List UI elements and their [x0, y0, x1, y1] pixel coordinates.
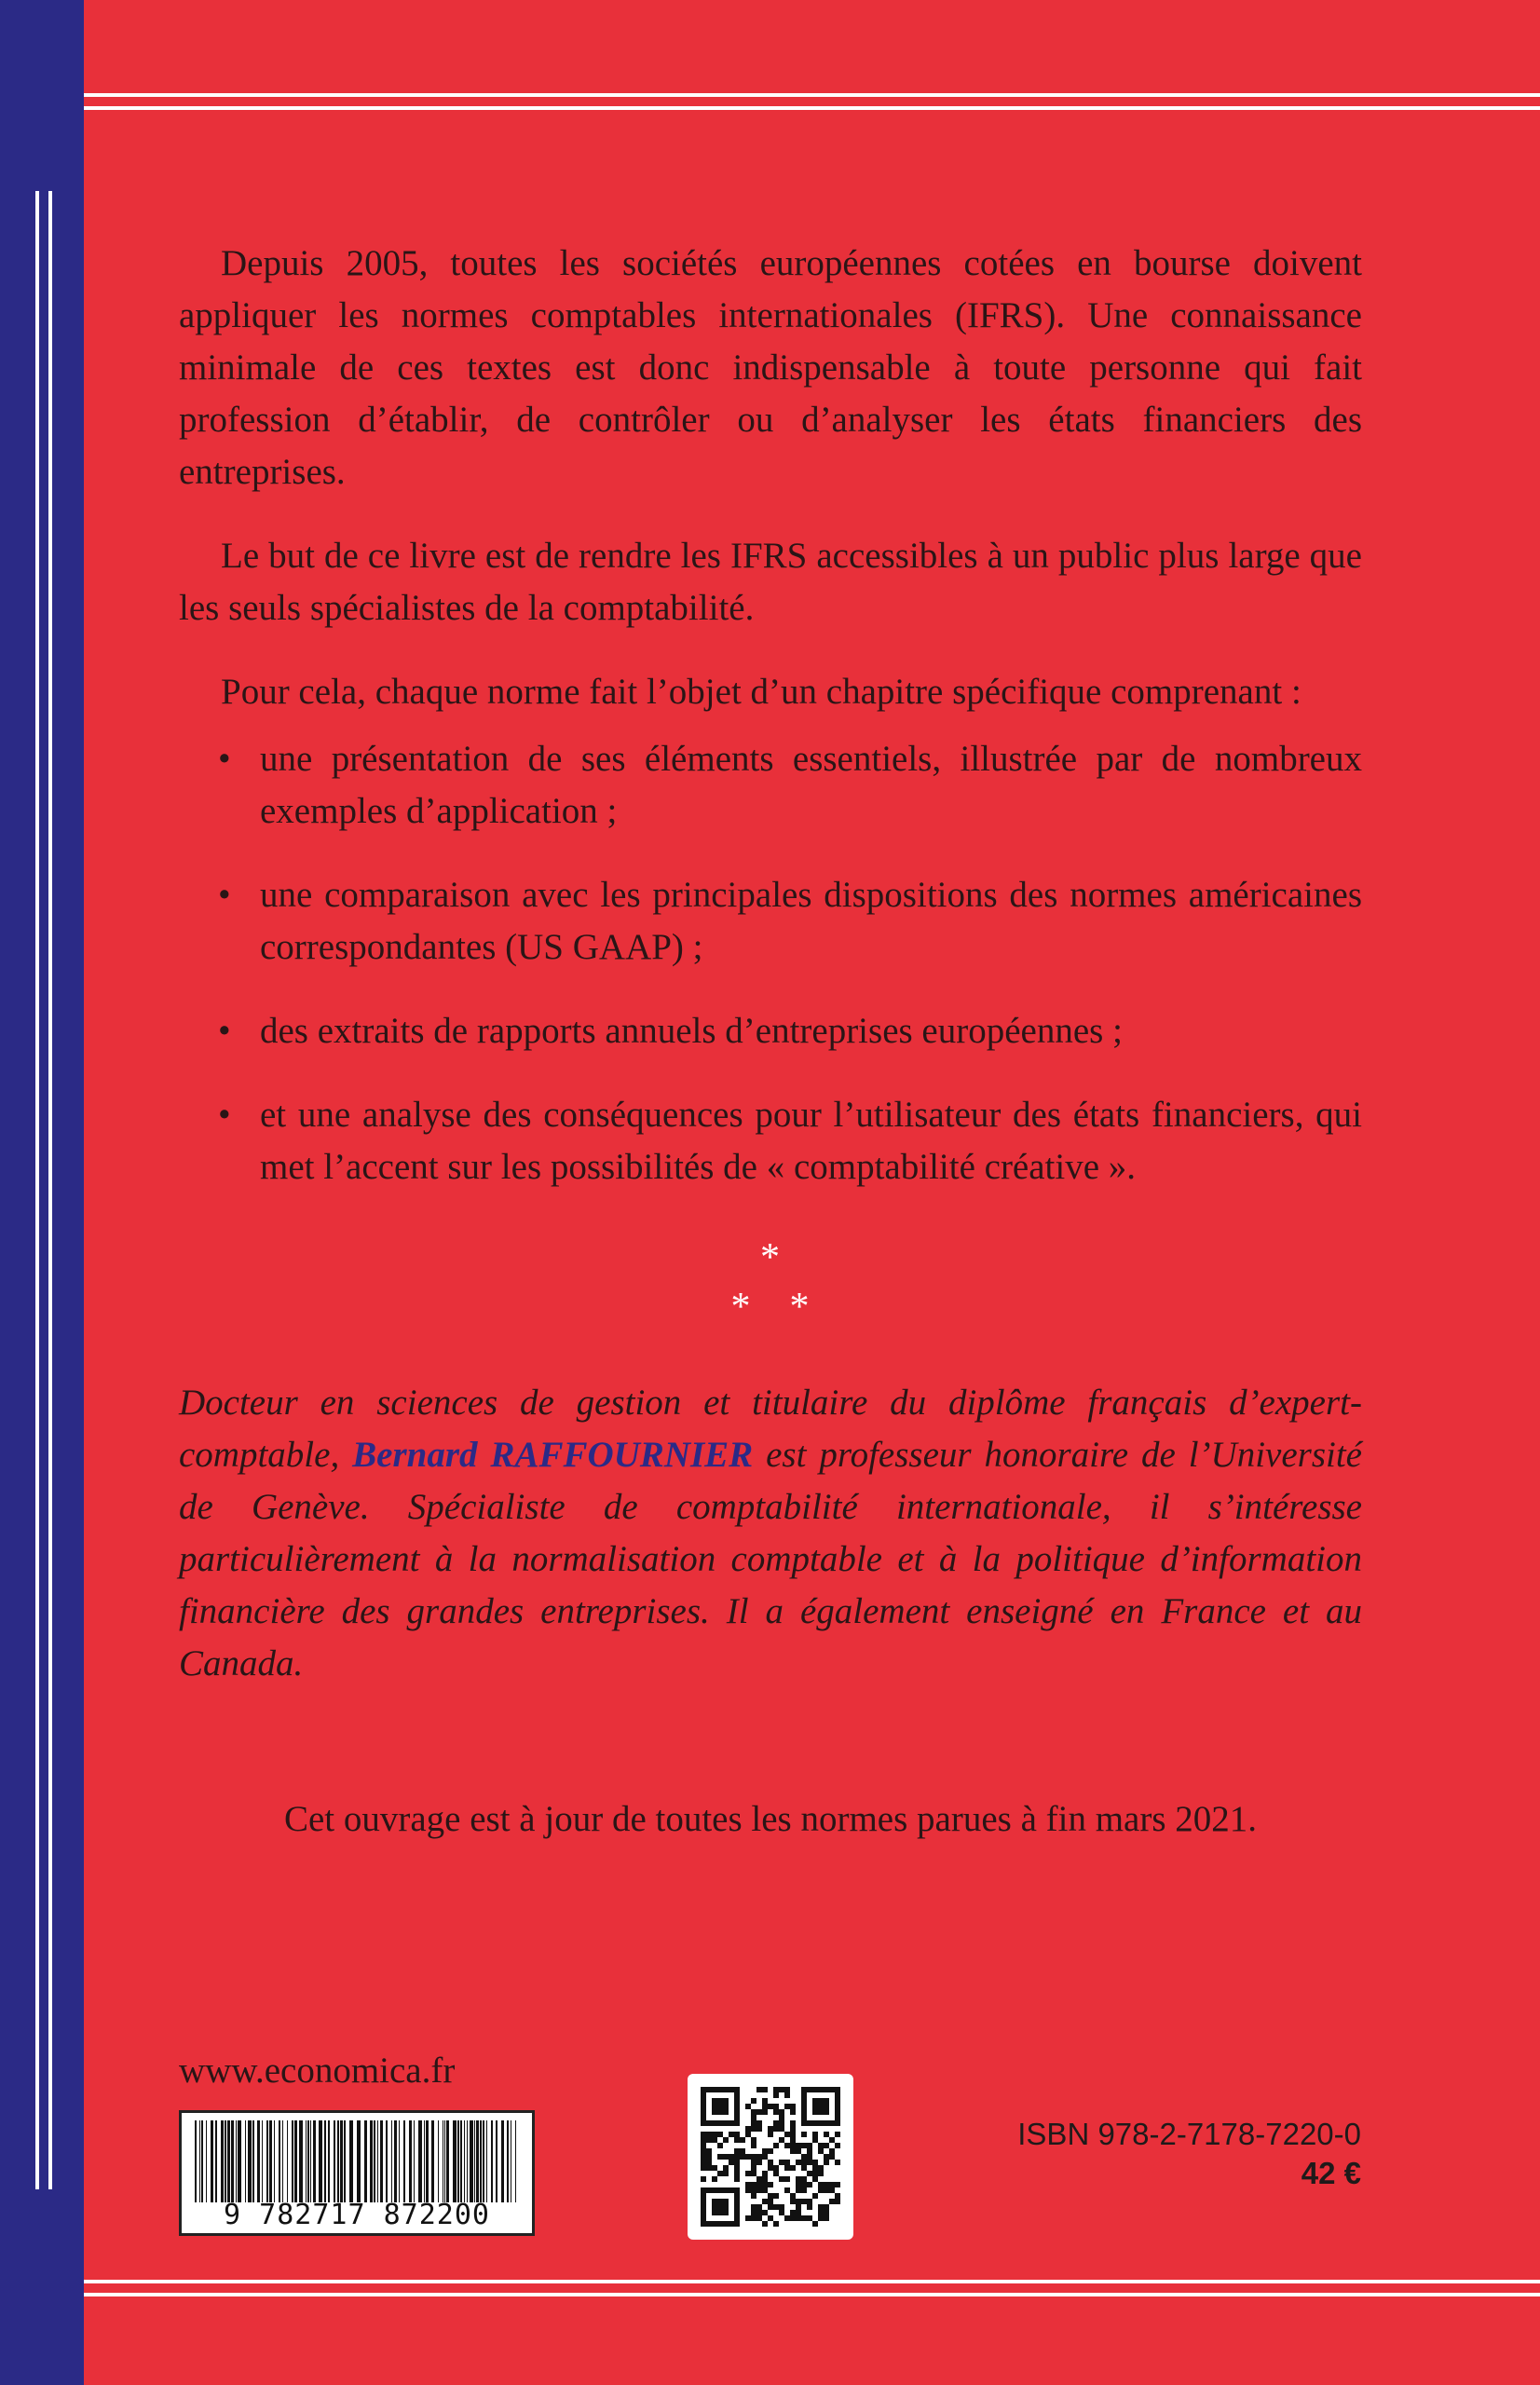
- paragraph-purpose: Le but de ce livre est de rendre les IFRS accessibles à un public plus large que les seuls spécialistes de la comptabilité.: [179, 536, 1362, 628]
- author-name: Bernard RAFFOURNIER: [352, 1435, 754, 1475]
- barcode-bars: [189, 2120, 525, 2202]
- bullet-icon: •: [218, 875, 231, 915]
- spine-stripe-left: [35, 191, 39, 2189]
- bottom-rule-1: [84, 2280, 1540, 2283]
- separator-stars-bottom: * *: [730, 1286, 810, 1329]
- top-rule-2: [84, 106, 1540, 110]
- update-note: Cet ouvrage est à jour de toutes les normes parues à fin mars 2021.: [283, 1799, 1258, 1839]
- bullet-icon: •: [218, 739, 231, 779]
- bullet-icon: •: [218, 1011, 231, 1051]
- paragraph-structure: Pour cela, chaque norme fait l’objet d’un chapitre spécifique comprenant :: [221, 672, 1302, 712]
- barcode: [179, 2110, 535, 2236]
- description-block: [179, 238, 1362, 1225]
- separator-star-top: *: [760, 1236, 780, 1279]
- list-item: • et une analyse des conséquences pour l’utilisateur des états financiers, qui met l’accent sur les possibilités de « comptabilité créative ».: [179, 1089, 1362, 1193]
- bottom-rule-2: [84, 2293, 1540, 2296]
- left-spine-band: [0, 0, 84, 2385]
- price: 42 €: [1301, 2156, 1361, 2190]
- qr-code-icon[interactable]: [688, 2074, 853, 2240]
- feature-list: [179, 733, 1362, 1193]
- list-item: • des extraits de rapports annuels d’entreprises européennes ;: [179, 1005, 1362, 1057]
- bullet-icon: •: [218, 1095, 231, 1135]
- publisher-website[interactable]: www.economica.fr: [179, 2051, 456, 2091]
- paragraph-intro: Depuis 2005, toutes les sociétés européennes cotées en bourse doivent appliquer les normes comptables internationales (IFRS). Une connaissance minimale de ces textes est donc indispensable à toute personne qui fait profession d’établir, de contrôler ou d’analyser les états financiers des entreprises.: [179, 243, 1362, 492]
- isbn-number: ISBN 978-2-7178-7220-0: [1017, 2117, 1361, 2151]
- list-item: • une présentation de ses éléments essentiels, illustrée par de nombreux exemples d’application ;: [179, 733, 1362, 838]
- spine-stripe-right: [48, 191, 52, 2189]
- top-rule-1: [84, 93, 1540, 97]
- list-item: • une comparaison avec les principales dispositions des normes américaines correspondantes (US GAAP) ;: [179, 869, 1362, 974]
- author-bio: Docteur en sciences de gestion et titulaire du diplôme français d’expert-comptable, Bernard RAFFOURNIER est professeur honoraire de l’Université de Genève. Spécialiste de comptabilité internationale, il s’intéresse particulièrement à la normalisation comptable et à la politique d’information financière des grandes entreprises. Il a également enseigné en France et au Canada.: [179, 1383, 1362, 1683]
- barcode-number: 9 782717 872200: [224, 2199, 490, 2231]
- isbn-block: [1017, 2115, 1361, 2193]
